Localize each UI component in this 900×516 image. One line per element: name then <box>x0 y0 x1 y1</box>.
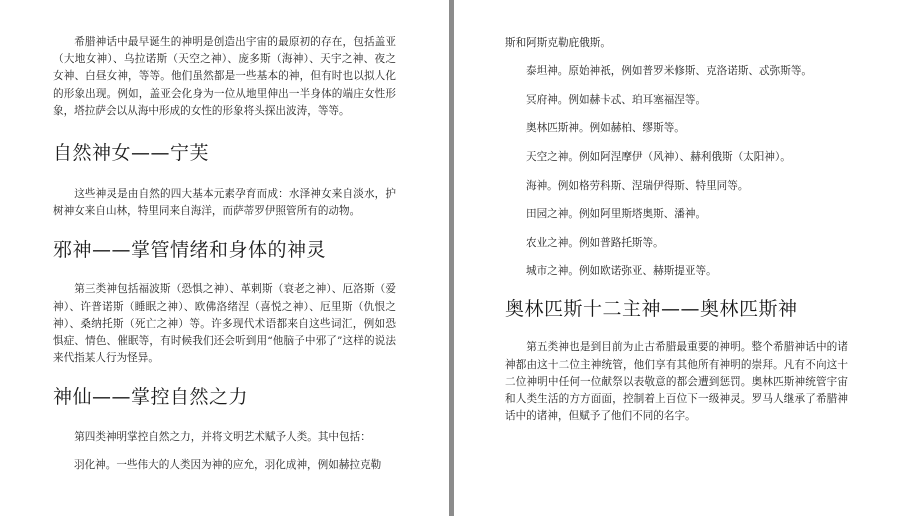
list-item: 冥府神。例如赫卡忒、珀耳塞福涅等。 <box>526 93 707 106</box>
paragraph-emotion-gods: 第三类神包括福波斯（恐惧之神）、革剌斯（衰老之神）、厄洛斯（爱神）、许普诺斯（睡眠之神）、欧佛洛绪涅（喜悦之神）、厄里斯（仇恨之神）、桑纳托斯（死亡之神）等。许多现代术语都来自这些词汇，例如恐惧症、情色、催眠等，有时候我们还会听到用“他脑子中邪了”这样的说法来代指某人行为怪异。 <box>53 283 396 365</box>
heading-emotion-gods: 邪神——掌管情绪和身体的神灵 <box>53 239 327 262</box>
list-item: 天空之神。例如阿涅摩伊（风神）、赫利俄斯（太阳神）。 <box>526 150 791 163</box>
heading-nymphs: 自然神女——宁芙 <box>53 142 210 165</box>
paragraph-nature-gods: 第四类神明掌控自然之力，并将文明艺术赋予人类。其中包括： <box>74 431 371 444</box>
list-item: 奥林匹斯神。例如赫柏、缪斯等。 <box>526 122 685 135</box>
list-item: 城市之神。例如欧诺弥亚、赫斯提亚等。 <box>526 265 717 278</box>
list-item-deified-heroes: 羽化神。一些伟大的人类因为神的应允，羽化成神，例如赫拉克勒 <box>74 458 382 471</box>
paragraph-nymphs: 这些神灵是由自然的四大基本元素孕育而成：水泽神女来自淡水，护树神女来自山林，特里同来自海洋，而萨蒂罗伊照管所有的动物。 <box>53 188 396 218</box>
heading-nature-gods: 神仙——掌控自然之力 <box>53 386 249 409</box>
continuation-text: 斯和阿斯克勒庇俄斯。 <box>505 37 611 49</box>
heading-olympians: 奥林匹斯十二主神——奥林匹斯神 <box>505 298 798 321</box>
god-categories-list <box>505 63 848 280</box>
right-page <box>454 0 900 516</box>
paragraph-primordial-gods: 希腊神话中最早诞生的神明是创造出宇宙的最原初的存在，包括盖亚（大地女神）、乌拉诺斯（天空之神）、庞多斯（海神）、天宇之神、夜之女神、白昼女神，等等。他们虽然都是一些基本的神，但有时也以拟人化的形象出现。例如，盖亚会化身为一位从地里伸出一半身体的端庄女性形象，塔拉萨会以从海中形成的女性的形象将头探出波涛，等等。 <box>53 36 396 117</box>
list-item: 海神。例如格劳科斯、涅瑞伊得斯、特里同等。 <box>526 179 749 192</box>
list-item: 农业之神。例如普路托斯等。 <box>526 236 664 249</box>
list-item: 田园之神。例如阿里斯塔奥斯、潘神。 <box>526 208 707 221</box>
paragraph-olympians: 第五类神也是到目前为止古希腊最重要的神明。整个希腊神话中的诸神都由这十二位主神统管，他们享有其他所有神明的崇拜。凡有不向这十二位神明中任何一位献祭以表敬意的都会遭到惩罚。奥林匹斯神统管宇宙和人类生活的方方面面，控制着上百位下一级神灵。罗马人继承了希腊神话中的诸神，但赋予了他们不同的名字。 <box>505 341 848 423</box>
list-item: 泰坦神。原始神祇，例如普罗米修斯、克洛诺斯、忒弥斯等。 <box>526 65 813 78</box>
